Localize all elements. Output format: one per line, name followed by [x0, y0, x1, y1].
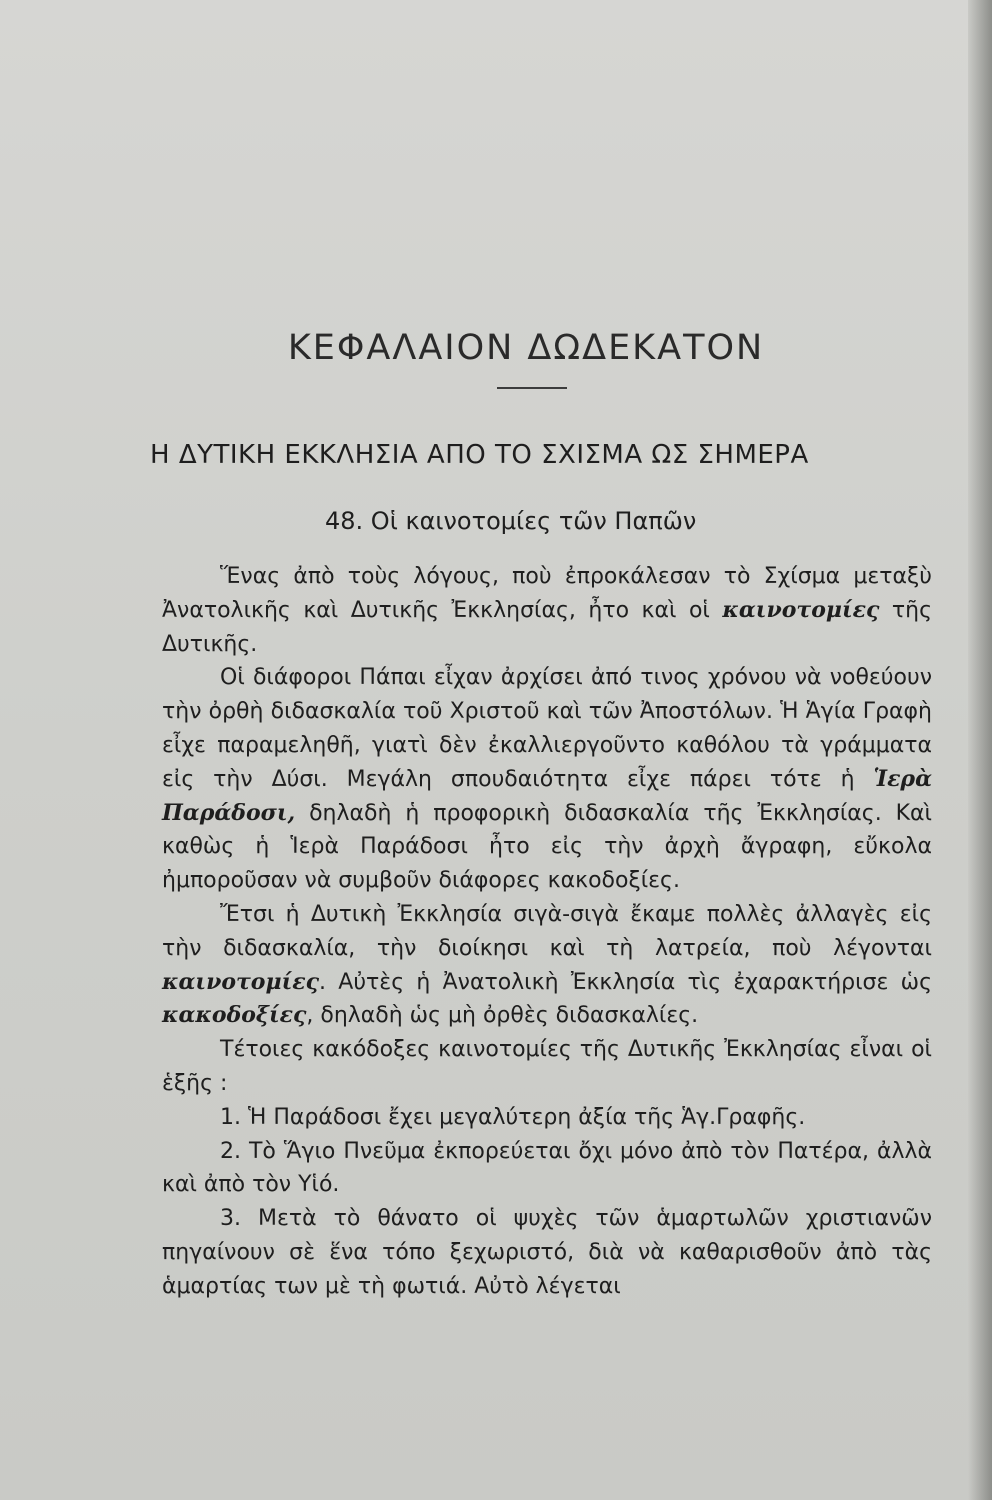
page-edge	[968, 0, 992, 1500]
list-item: 2. Τὸ Ἅγιο Πνεῦμα ἐκπορεύεται ὄχι μόνο ἀπὸ τὸν Πατέρα, ἀλλὰ καὶ ἀπὸ τὸν Υἱό.	[162, 1138, 932, 1198]
section-heading: 48. Οἱ καινοτομίες τῶν Παπῶν	[325, 507, 697, 535]
text-run: τῆς Δυτικῆς.	[162, 597, 932, 657]
text-run: Ἕνας ἀπὸ τοὺς λόγους, ποὺ ἐπροκάλεσαν τὸ Σχίσμα μεταξὺ Ἀνατολικῆς καὶ Δυτικῆς Ἐκκλησίας, ἦτο καὶ οἱ	[162, 564, 932, 623]
paragraph	[162, 1033, 932, 1101]
list-item: 3. Μετὰ τὸ θάνατο οἱ ψυχὲς τῶν ἁμαρτωλῶν χριστιανῶν πηγαίνουν σὲ ἕνα τόπο ξεχωριστό, διὰ νὰ καθαρισθοῦν ἀπὸ τὰς ἁμαρτίας των μὲ τὴ φωτιά. Αὐτὸ λέγεται	[162, 1206, 932, 1299]
text-run: δηλαδὴ ἡ προφορικὴ διδασκαλία τῆς Ἐκκλησίας. Καὶ καθὼς ἡ Ἱερὰ Παράδοσι ἦτο εἰς τὴν ἀρχὴ ἄγραφη, εὔκολα ἠμποροῦσαν νὰ συμβοῦν διάφορες κακοδοξίες.	[162, 800, 932, 894]
paragraph	[162, 661, 932, 898]
text-run: . Αὐτὲς ἡ Ἀνατολικὴ Ἐκκλησία τὶς ἐχαρακτήρισε ὡς	[319, 969, 932, 995]
list-item: 1. Ἡ Παράδοσι ἔχει μεγαλύτερη ἀξία τῆς Ἁγ.Γραφῆς.	[220, 1104, 806, 1130]
text-run: Οἱ διάφοροι Πάπαι εἶχαν ἀρχίσει ἀπό τινος χρόνου νὰ νοθεύουν τὴν ὀρθὴ διδασκαλία τοῦ Χριστοῦ καὶ τῶν Ἀποστόλων. Ἡ Ἁγία Γραφὴ εἶχε παραμεληθῆ, γιατὶ δὲν ἐκαλλιεργοῦντο καθόλου τὰ γράμματα εἰς τὴν Δύσι. Μεγάλη σπουδαιότητα εἶχε πάρει τότε ἡ	[162, 665, 932, 792]
title-divider	[497, 387, 567, 389]
text-run: Τέτοιες κακόδοξες καινοτομίες τῆς Δυτικῆς Ἐκκλησίας εἶναι οἱ ἑξῆς :	[162, 1037, 932, 1096]
emphasis: κακοδοξίες	[162, 1002, 307, 1029]
emphasis: Ἱερὰ Παράδοσι,	[162, 765, 932, 826]
emphasis: καινοτομίες	[162, 968, 319, 995]
text-run: Ἔτσι ἡ Δυτικὴ Ἐκκλησία σιγὰ-σιγὰ ἔκαμε πολλὲς ἀλλαγὲς εἰς τὴν διδασκαλία, τὴν διοίκησι καὶ τὴ λατρεία, ποὺ λέγονται	[162, 901, 932, 961]
paragraph	[162, 560, 932, 661]
chapter-title: ΚΕΦΑΛΑΙΟΝ ΔΩΔΕΚΑΤΟΝ	[287, 328, 765, 368]
text-run: , δηλαδὴ ὡς μὴ ὀρθὲς διδασκαλίες.	[306, 1003, 699, 1029]
emphasis: καινοτομίες	[722, 596, 880, 623]
chapter-subtitle: Η ΔΥΤΙΚΗ ΕΚΚΛΗΣΙΑ ΑΠΟ ΤΟ ΣΧΙΣΜΑ ΩΣ ΣΗΜΕΡΑ	[150, 440, 809, 470]
paragraph	[162, 898, 932, 1033]
body-text	[162, 560, 932, 1304]
